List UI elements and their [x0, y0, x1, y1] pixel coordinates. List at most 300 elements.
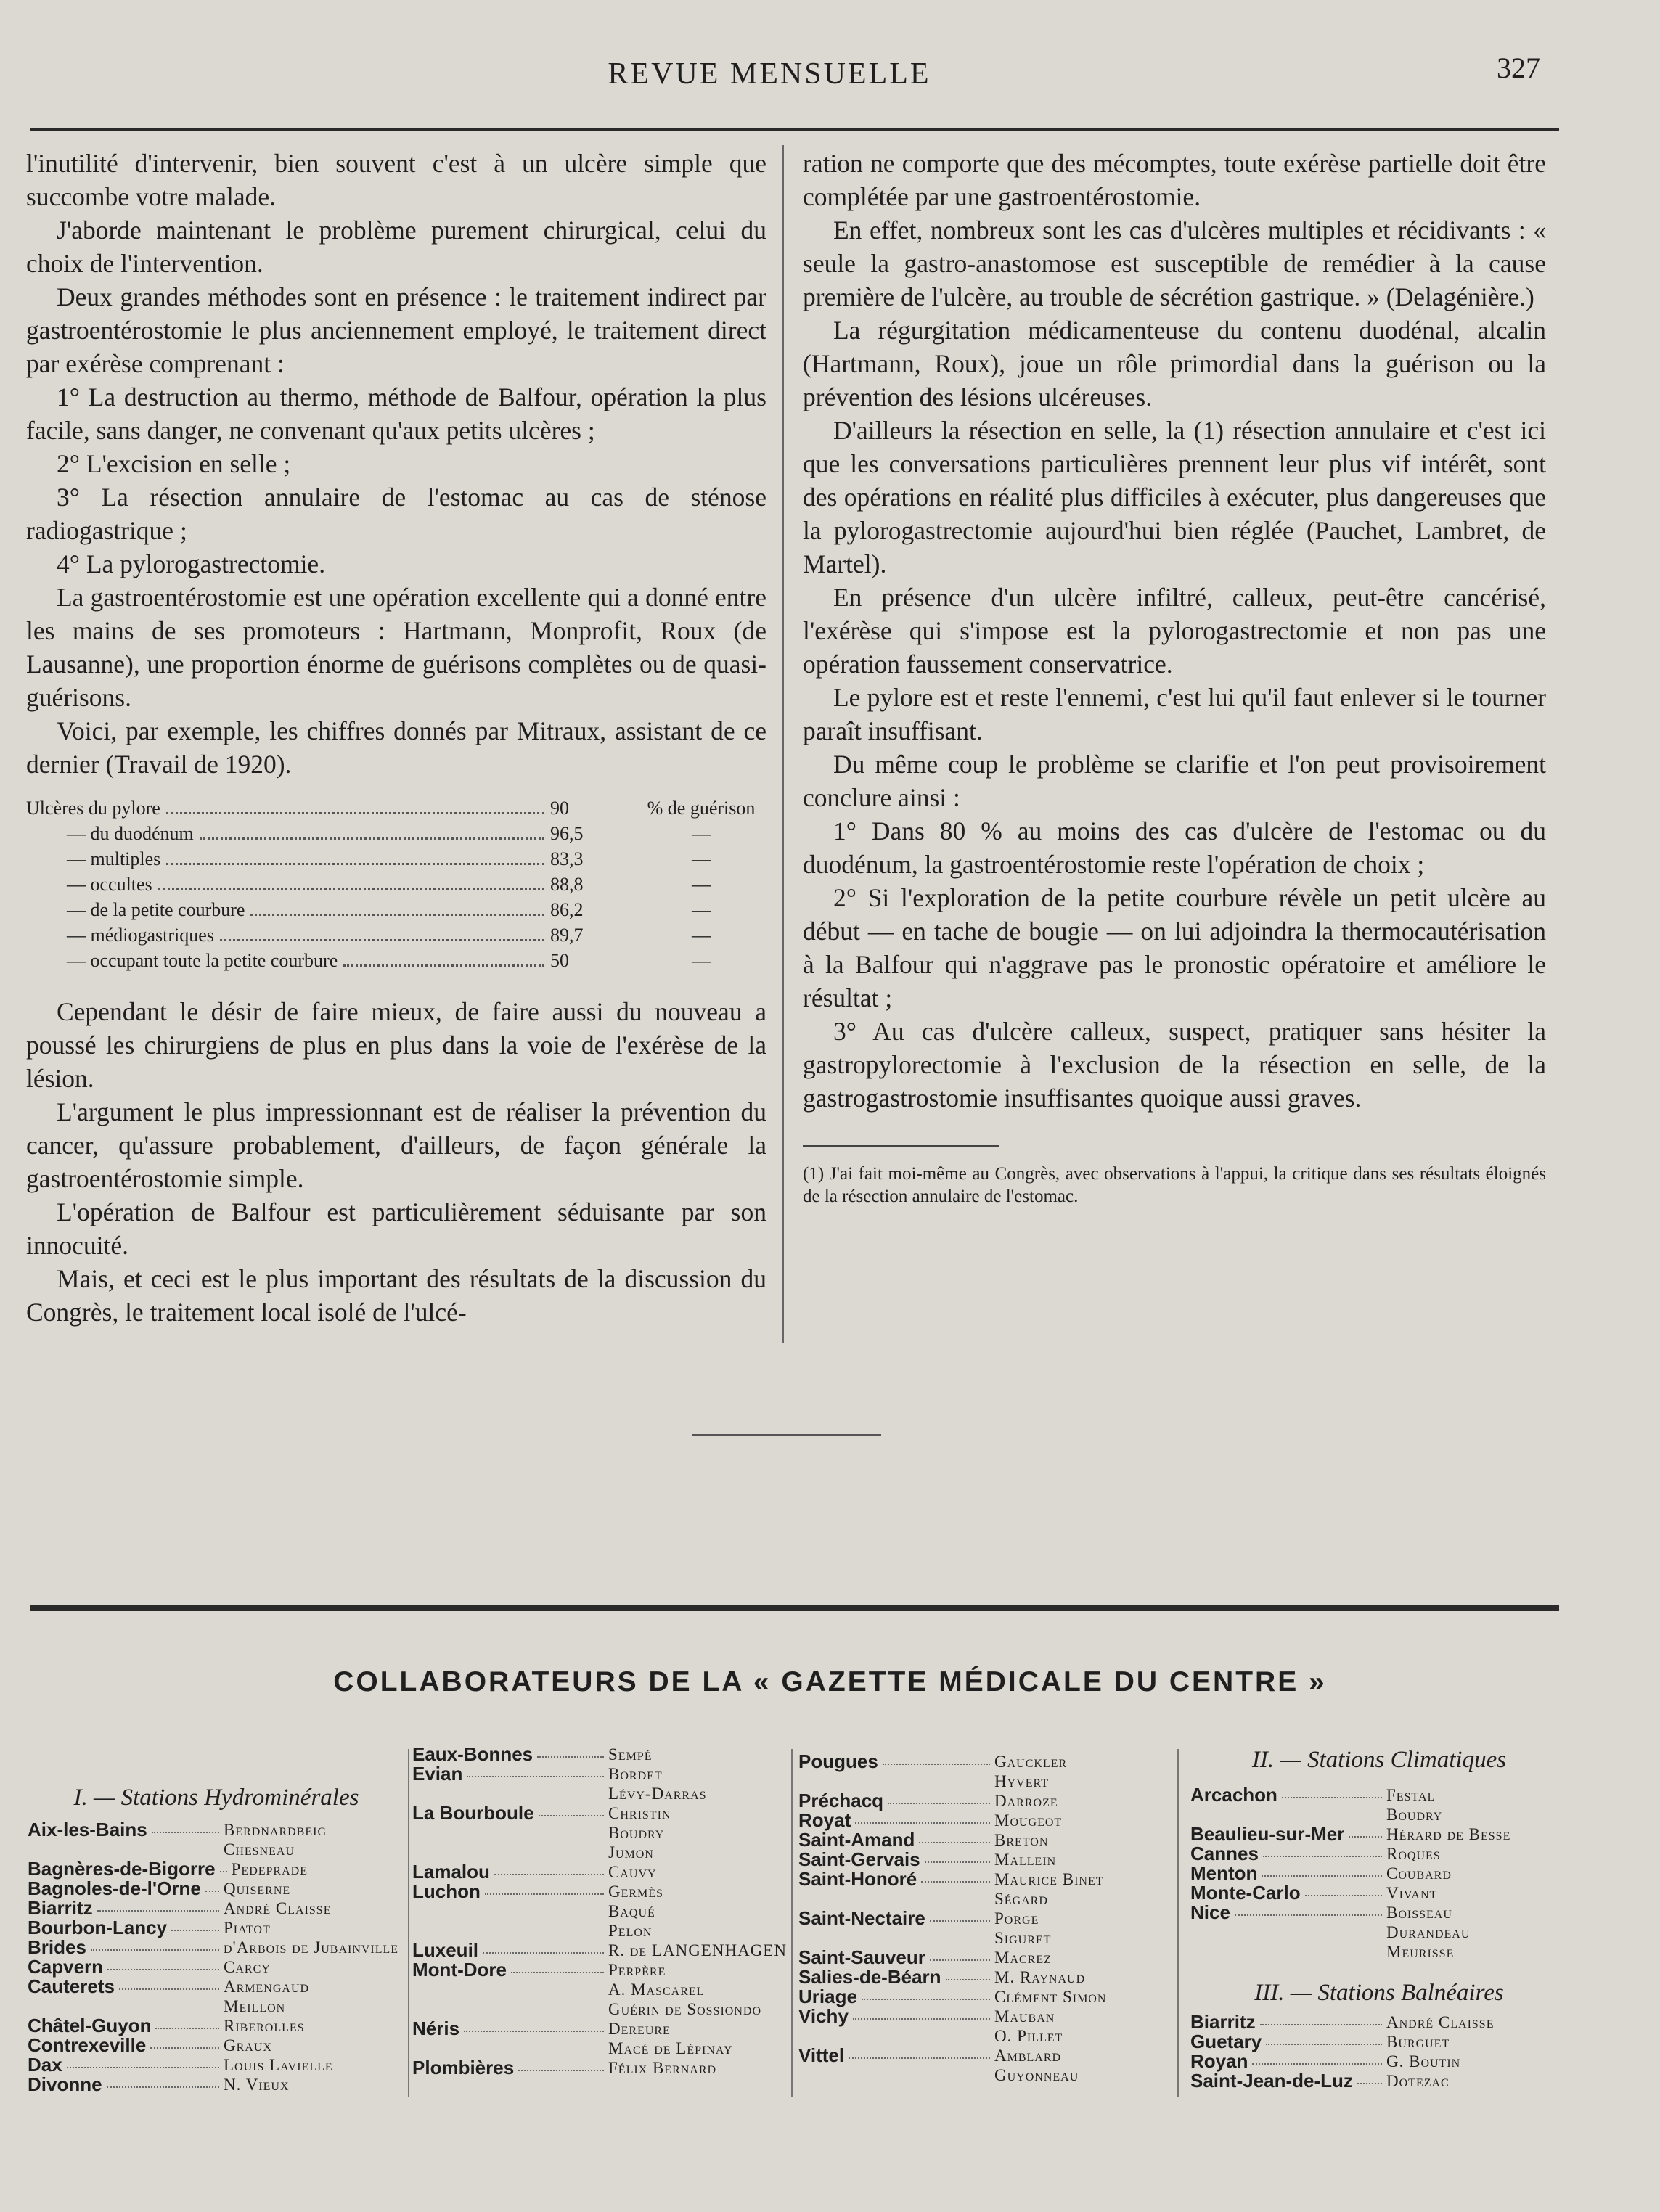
station-name: Evian — [412, 1763, 463, 1785]
paragraph: D'ailleurs la résection en selle, la (1) résection annulaire et c'est ici que les conversations particulières prennent leur plus vif intérêt, sont des opérations en réalité plus difficiles à exécuter, plus dangereuses que la pylorogastrectomie aujourd'hui bien réglée (Pauchet, Lambret, de Martel). — [803, 416, 1546, 578]
paragraph: En effet, nombreux sont les cas d'ulcères multiples et récidivants : « seule la gastro-anastomose est susceptible de remédier à la cause première de l'ulcère, au trouble de sécrétion gastrique. » (Delagénière.) — [803, 216, 1546, 311]
directory-entry — [28, 2075, 405, 2094]
station-name: Contrexeville — [28, 2034, 147, 2056]
directory-list-1 — [28, 1820, 405, 2094]
leader-dots — [97, 1910, 219, 1912]
station-name: Préchacq — [798, 1790, 884, 1811]
leader-dots — [1349, 1836, 1382, 1838]
directory-entry — [1190, 1883, 1568, 1903]
directory-entry — [798, 1948, 1176, 1967]
paragraph: ration ne comporte que des mécomptes, toute exérèse partielle doit être complétée par une gastroentérostomie. — [803, 149, 1546, 211]
directory-entry — [28, 2036, 405, 2055]
directory-entry — [798, 1830, 1176, 1850]
doctor-name: Meurisse — [1386, 1943, 1455, 1961]
doctor-name: Clément Simon — [994, 1988, 1107, 2006]
doctor-names — [608, 2019, 790, 2058]
doctor-names — [608, 1764, 790, 1803]
leader-dots — [1357, 2083, 1382, 2084]
leader-dots — [925, 1861, 990, 1863]
doctor-names — [1386, 2052, 1568, 2071]
doctor-name: Hyvert — [994, 1772, 1049, 1790]
stat-label: Ulcères du pylore — [26, 798, 160, 819]
running-header-title: REVUE MENSUELLE — [608, 57, 931, 91]
directory-column-3 — [798, 1745, 1176, 2085]
leader-dots — [855, 1822, 990, 1824]
leader-dots — [483, 1952, 604, 1954]
directory-entry — [28, 1918, 405, 1938]
leader-dots — [155, 2028, 219, 2029]
leader-dots — [862, 1999, 990, 2000]
paragraph: Mais, et ceci est le plus important des résultats de la discussion du Congrès, le traitement local isolé de l'ulcé- — [26, 1264, 766, 1327]
leader-dots — [220, 939, 544, 941]
collaborators-title: COLLABORATEURS DE LA « GAZETTE MÉDICALE DU CENTRE » — [333, 1666, 1327, 1697]
section-title-balneary: III. — Stations Balnéaires — [1254, 1980, 1504, 2006]
station-name: Guetary — [1190, 2031, 1262, 2052]
paragraph: 4° La pylorogastrectomie. — [57, 549, 326, 578]
station-name: Menton — [1190, 1862, 1258, 1884]
doctor-names — [224, 2016, 405, 2036]
doctor-names — [1386, 2071, 1568, 2091]
doctor-name: Cauvy — [608, 1863, 657, 1881]
station-name: Biarritz — [28, 1897, 93, 1919]
doctor-name: Macrez — [994, 1949, 1052, 1967]
directory-entry — [28, 1859, 405, 1879]
paragraph: 3° La résection annulaire de l'estomac au cas de sténose radiogastrique ; — [26, 483, 766, 545]
station-name: Bagnoles-de-l'Orne — [28, 1877, 201, 1899]
doctor-names — [608, 1803, 790, 1862]
leader-dots — [1282, 1797, 1382, 1798]
directory-entry — [28, 1957, 405, 1977]
article-end-rule — [692, 1434, 881, 1436]
leader-dots — [485, 1893, 604, 1895]
directory-entry — [412, 1960, 790, 2019]
station-name: Saint-Honoré — [798, 1868, 917, 1890]
doctor-names — [608, 1745, 790, 1764]
directory-entry — [1190, 1785, 1568, 1824]
stat-row — [26, 948, 766, 973]
paragraph: 2° L'excision en selle ; — [57, 449, 291, 478]
doctor-name: Hérard de Besse — [1386, 1825, 1511, 1843]
doctor-name: Meillon — [224, 1997, 286, 2015]
doctor-name: Guyonneau — [994, 2066, 1079, 2084]
station-name: Cauterets — [28, 1975, 115, 1997]
leader-dots — [158, 888, 544, 890]
doctor-names — [994, 1909, 1176, 1948]
paragraph: Du même coup le problème se clarifie et l'on peut provisoirement conclure ainsi : — [803, 750, 1546, 812]
header-rule — [30, 128, 1559, 131]
directory-entry — [28, 1938, 405, 1957]
leader-dots — [930, 1920, 990, 1922]
article-right-column — [803, 147, 1546, 1208]
doctor-name: Carcy — [224, 1958, 271, 1976]
paragraph: 1° Dans 80 % au moins des cas d'ulcère de l'estomac ou du duodénum, la gastroentérostomie reste l'opération de choix ; — [803, 816, 1546, 879]
stat-unit: — — [692, 848, 711, 869]
leader-dots — [1266, 2044, 1382, 2045]
directory-entry — [28, 1977, 405, 2016]
station-name: Arcachon — [1190, 1784, 1277, 1806]
column-separator — [782, 145, 784, 1343]
station-name: La Bourboule — [412, 1802, 534, 1824]
leader-dots — [67, 2067, 219, 2068]
doctor-names — [1386, 1785, 1568, 1824]
leader-dots — [1263, 1856, 1382, 1857]
stat-row — [26, 846, 766, 872]
station-name: Bourbon-Lancy — [28, 1917, 168, 1938]
directory-entry — [1190, 2012, 1568, 2032]
paragraph: Deux grandes méthodes sont en présence : le traitement indirect par gastroentérostomie le plus anciennement employé, le traitement direct par exérèse comprenant : — [26, 282, 766, 378]
directory-entry — [1190, 2052, 1568, 2071]
statistics-table — [26, 795, 766, 973]
directory-entry — [28, 1898, 405, 1918]
directory-column-1 — [28, 1745, 405, 2094]
station-name: Monte-Carlo — [1190, 1882, 1301, 1904]
station-name: Saint-Amand — [798, 1829, 915, 1851]
station-name: Vittel — [798, 2044, 845, 2066]
directory-entry — [412, 1803, 790, 1862]
doctor-names — [608, 1960, 790, 2019]
stat-value: 83,3 — [550, 848, 584, 869]
doctor-names — [1386, 1824, 1568, 1844]
leader-dots — [464, 2031, 604, 2032]
doctor-name: M. Raynaud — [994, 1968, 1086, 1986]
doctor-name: N. Vieux — [224, 2076, 290, 2094]
directory-entry — [28, 1820, 405, 1859]
doctor-names — [994, 1850, 1176, 1869]
station-name: Uriage — [798, 1986, 857, 2007]
station-name: Luchon — [412, 1880, 481, 1902]
directory-entry — [798, 1869, 1176, 1909]
stat-value: 50 — [550, 950, 569, 971]
paragraph: L'argument le plus impressionnant est de réaliser la prévention du cancer, qu'assure probablement, d'ailleurs, de façon générale la gastroentérostomie simple. — [26, 1097, 766, 1193]
doctor-names — [994, 2007, 1176, 2046]
doctor-name: Roques — [1386, 1845, 1441, 1863]
leader-dots — [200, 837, 544, 840]
doctor-names — [232, 1859, 413, 1879]
footnote-rule — [803, 1145, 999, 1147]
stat-row — [26, 897, 766, 922]
leader-dots — [539, 1815, 604, 1816]
station-name: Luxeuil — [412, 1939, 479, 1961]
directory-entry — [412, 1882, 790, 1941]
leader-dots — [518, 2070, 604, 2071]
directory-entry — [412, 1745, 790, 1764]
doctor-name: Ségard — [994, 1890, 1048, 1908]
doctor-names — [1386, 1844, 1568, 1864]
station-name: Néris — [412, 2018, 460, 2039]
leader-dots — [1260, 2024, 1382, 2025]
directory-entry — [412, 1764, 790, 1803]
station-name: Lamalou — [412, 1861, 490, 1883]
doctor-names — [1386, 2032, 1568, 2052]
doctor-name: Pelon — [608, 1922, 653, 1940]
directory-entry — [798, 1987, 1176, 2007]
doctor-name: Louis Lavielle — [224, 2056, 333, 2074]
leader-dots — [150, 2047, 219, 2049]
doctor-names — [224, 1918, 405, 1938]
leader-dots — [467, 1776, 604, 1777]
doctor-names — [608, 1862, 790, 1882]
stat-unit: — — [692, 899, 711, 920]
leader-dots — [119, 1988, 219, 1990]
doctor-name: Mauban — [994, 2007, 1055, 2025]
directory-entry — [1190, 1844, 1568, 1864]
doctor-name: R. de LANGENHAGEN — [608, 1941, 787, 1959]
footnote: (1) J'ai fait moi-même au Congrès, avec observations à l'appui, la critique dans ses résultats éloignés de la résection annulaire de l'estomac. — [803, 1164, 1546, 1206]
doctor-names — [994, 1752, 1176, 1791]
station-name: Pougues — [798, 1750, 878, 1772]
doctor-name: Baqué — [608, 1902, 655, 1920]
doctor-names — [224, 1977, 405, 2016]
leader-dots — [171, 1930, 219, 1931]
doctor-names — [608, 2058, 790, 2078]
stat-row — [26, 795, 766, 821]
doctor-names — [224, 2055, 405, 2075]
doctor-name: Boudry — [1386, 1806, 1443, 1824]
doctor-names — [1386, 2012, 1568, 2032]
doctor-name: Chesneau — [224, 1840, 295, 1859]
section-title-hydromineral: I. — Stations Hydrominérales — [73, 1785, 359, 1811]
doctor-name: Mallein — [994, 1851, 1057, 1869]
leader-dots — [946, 1979, 990, 1980]
paragraph: J'aborde maintenant le problème purement chirurgical, celui du choix de l'intervention. — [26, 216, 766, 278]
doctor-name: Guérin de Sossiondo — [608, 2000, 762, 2018]
station-name: Bagnères-de-Bigorre — [28, 1858, 216, 1880]
doctor-name: Félix Bernard — [608, 2059, 717, 2077]
doctor-name: Pedeprade — [231, 1860, 308, 1878]
station-name: Biarritz — [1190, 2011, 1256, 2033]
doctor-name: Festal — [1386, 1786, 1436, 1804]
leader-dots — [1235, 1914, 1382, 1916]
leader-dots — [220, 1871, 227, 1872]
leader-dots — [511, 1972, 604, 1973]
stat-value: 90 — [550, 798, 569, 819]
station-name: Saint-Sauveur — [798, 1946, 925, 1968]
station-name: Dax — [28, 2054, 62, 2076]
doctor-name: A. Mascarel — [608, 1980, 705, 1999]
station-name: Plombières — [412, 2057, 515, 2078]
doctor-name: Dotezac — [1386, 2072, 1450, 2090]
directory-list-4a — [1190, 1785, 1568, 1962]
doctor-name: d'Arbois de Jubainville — [224, 1938, 399, 1957]
doctor-names — [994, 2046, 1176, 2085]
station-name: Beaulieu-sur-Mer — [1190, 1823, 1345, 1845]
stat-row — [26, 872, 766, 897]
paragraph: 3° Au cas d'ulcère calleux, suspect, pratiquer sans hésiter la gastropylorectomie à l'exclusion de la résection en selle, de la gastrogastrostomie insuffisantes quoique aussi graves. — [803, 1017, 1546, 1113]
directory-entry — [1190, 2071, 1568, 2091]
leader-dots — [166, 863, 544, 865]
left-paragraphs — [26, 147, 766, 781]
doctor-name: Quiserne — [224, 1880, 291, 1898]
directory-entry — [28, 1879, 405, 1898]
stat-unit: % de guérison — [647, 798, 756, 819]
stat-label: — occupant toute la petite courbure — [67, 950, 338, 971]
directory-column-2 — [412, 1745, 790, 2078]
doctor-name: Macé de Lépinay — [608, 2039, 733, 2057]
stat-value: 96,5 — [550, 823, 584, 844]
station-name: Eaux-Bonnes — [412, 1743, 533, 1765]
leader-dots — [91, 1949, 219, 1951]
directory-entry — [798, 1811, 1176, 1830]
doctor-name: O. Pillet — [994, 2027, 1063, 2045]
stat-label: — occultes — [67, 874, 152, 895]
directory-column-4 — [1190, 1745, 1568, 2091]
directory-entry — [412, 1941, 790, 1960]
leader-dots — [1262, 1875, 1382, 1877]
leader-dots — [919, 1842, 990, 1843]
doctor-name: Amblard — [994, 2047, 1062, 2065]
stat-row — [26, 821, 766, 846]
doctor-names — [994, 1967, 1176, 1987]
doctor-name: Piatot — [224, 1919, 271, 1937]
paragraph: l'inutilité d'intervenir, bien souvent c'est à un ulcère simple que succombe votre malade. — [26, 149, 766, 211]
directory-entry — [1190, 2032, 1568, 2052]
doctor-names — [994, 1830, 1176, 1850]
doctor-name: Sempé — [608, 1745, 653, 1764]
leader-dots — [250, 914, 544, 916]
doctor-names — [224, 1820, 405, 1859]
section-divider — [30, 1605, 1559, 1611]
station-name: Cannes — [1190, 1843, 1259, 1864]
paragraph: La gastroentérostomie est une opération excellente qui a donné entre les mains de ses promoteurs : Hartmann, Monprofit, Roux (de Lausanne), une proportion énorme de guérisons complètes ou de quasi-guérisons. — [26, 583, 766, 712]
station-name: Nice — [1190, 1901, 1230, 1923]
directory-entry — [798, 1909, 1176, 1948]
directory-list-3 — [798, 1752, 1176, 2085]
doctor-name: Lévy-Darras — [608, 1785, 707, 1803]
doctor-name: Gauckler — [994, 1753, 1068, 1771]
doctor-name: Graux — [224, 2036, 272, 2055]
station-name: Saint-Nectaire — [798, 1907, 925, 1929]
paragraph: 1° La destruction au thermo, méthode de Balfour, opération la plus facile, sans danger, ne convenant qu'aux petits ulcères ; — [26, 382, 766, 445]
directory-entry — [798, 2007, 1176, 2046]
station-name: Royan — [1190, 2050, 1248, 2072]
leader-dots — [166, 812, 544, 814]
directory-entry — [1190, 1864, 1568, 1883]
directory-entry — [28, 2055, 405, 2075]
article-left-column — [26, 147, 766, 1329]
doctor-name: Boisseau — [1386, 1904, 1452, 1922]
station-name: Brides — [28, 1936, 86, 1958]
leader-dots — [888, 1803, 990, 1804]
directory-entry — [412, 2019, 790, 2058]
leader-dots — [849, 2057, 990, 2059]
leader-dots — [883, 1764, 990, 1765]
leader-dots — [152, 1832, 219, 1833]
directory-list-4b — [1190, 2012, 1568, 2091]
doctor-names — [224, 1957, 405, 1977]
station-name: Capvern — [28, 1956, 104, 1978]
paragraph: Le pylore est et reste l'ennemi, c'est lui qu'il faut enlever si le tourner paraît insuffisant. — [803, 683, 1546, 745]
doctor-name: G. Boutin — [1386, 2052, 1461, 2070]
directory-separator-2 — [791, 1749, 793, 2097]
doctor-names — [608, 1882, 790, 1941]
stat-value: 88,8 — [550, 874, 584, 895]
doctor-names — [994, 1869, 1176, 1909]
stat-row — [26, 922, 766, 948]
doctor-name: Porge — [994, 1909, 1039, 1928]
station-name: Vichy — [798, 2005, 849, 2027]
paragraph: Voici, par exemple, les chiffres donnés par Mitraux, assistant de ce dernier (Travail de 1920). — [26, 716, 766, 779]
paragraph: 2° Si l'exploration de la petite courbure révèle un petit ulcère au début — en tache de bougie — on lui adjoindra la thermocautérisation à la Balfour qui n'aggrave pas le pronostic opératoire et améliore le résultat ; — [803, 883, 1546, 1012]
doctor-names — [224, 1898, 405, 1918]
directory-list-2 — [412, 1745, 790, 2078]
doctor-name: Riberolles — [224, 2017, 305, 2035]
station-name: Royat — [798, 1809, 851, 1831]
directory-entry — [798, 1752, 1176, 1791]
leader-dots — [107, 1969, 219, 1970]
doctor-name: Christin — [608, 1804, 671, 1822]
leader-dots — [853, 2018, 990, 2020]
stat-unit: — — [692, 874, 711, 895]
section-title-climatic: II. — Stations Climatiques — [1251, 1747, 1507, 1773]
doctor-names — [994, 1811, 1176, 1830]
stat-unit: — — [692, 925, 711, 946]
doctor-names — [224, 1879, 405, 1898]
stat-label: — de la petite courbure — [67, 899, 245, 920]
directory-entry — [412, 1862, 790, 1882]
station-name: Saint-Gervais — [798, 1848, 920, 1870]
doctor-names — [1386, 1883, 1568, 1903]
doctor-name: Berdnardbeig — [224, 1821, 327, 1839]
leader-dots — [921, 1881, 990, 1883]
leader-dots — [494, 1874, 604, 1875]
right-paragraphs — [803, 147, 1546, 1115]
doctor-names — [994, 1791, 1176, 1811]
left-paragraphs-after — [26, 995, 766, 1329]
directory-entry — [1190, 1903, 1568, 1962]
station-name: Aix-les-Bains — [28, 1819, 147, 1840]
paragraph: La régurgitation médicamenteuse du contenu duodénal, alcalin (Hartmann, Roux), joue un rôle primordial dans la guérison ou la prévention des lésions ulcéreuses. — [803, 316, 1546, 411]
leader-dots — [537, 1756, 604, 1758]
doctor-name: Maurice Binet — [994, 1870, 1104, 1888]
doctor-name: Breton — [994, 1831, 1049, 1849]
doctor-name: André Claisse — [1386, 2013, 1495, 2031]
paragraph: L'opération de Balfour est particulièrement séduisante par son innocuité. — [26, 1197, 766, 1260]
doctor-names — [1386, 1864, 1568, 1883]
directory-entry — [28, 2016, 405, 2036]
doctor-name: Armengaud — [224, 1978, 310, 1996]
leader-dots — [107, 2086, 219, 2088]
leader-dots — [1305, 1895, 1382, 1896]
leader-dots — [343, 964, 544, 967]
directory-entry — [798, 2046, 1176, 2085]
station-name: Châtel-Guyon — [28, 2015, 152, 2036]
page-number: 327 — [1497, 52, 1540, 84]
doctor-name: Germès — [608, 1883, 663, 1901]
directory-entry — [1190, 1824, 1568, 1844]
directory-entry — [798, 1850, 1176, 1869]
doctor-names — [994, 1987, 1176, 2007]
directory-separator-3 — [1177, 1749, 1179, 2097]
doctor-name: Burguet — [1386, 2033, 1450, 2051]
leader-dots — [930, 1959, 990, 1961]
station-name: Mont-Dore — [412, 1959, 507, 1980]
paragraph: En présence d'un ulcère infiltré, calleux, peut-être cancérisé, l'exérèse qui s'impose est la pylorogastrectomie et non pas une opération faussement conservatrice. — [803, 583, 1546, 679]
stat-value: 89,7 — [550, 925, 584, 946]
directory-entry — [412, 2058, 790, 2078]
doctor-name: Perpère — [608, 1961, 666, 1979]
leader-dots — [1252, 2063, 1382, 2065]
stat-value: 86,2 — [550, 899, 584, 920]
doctor-names — [224, 2075, 405, 2094]
stat-unit: — — [692, 823, 711, 844]
station-name: Salies-de-Béarn — [798, 1966, 941, 1988]
stat-unit: — — [692, 950, 711, 971]
leader-dots — [205, 1891, 219, 1892]
doctor-names — [1386, 1903, 1568, 1962]
doctor-name: Dereure — [608, 2020, 671, 2038]
doctor-name: Coubard — [1386, 1864, 1452, 1883]
doctor-name: Mougeot — [994, 1811, 1063, 1830]
